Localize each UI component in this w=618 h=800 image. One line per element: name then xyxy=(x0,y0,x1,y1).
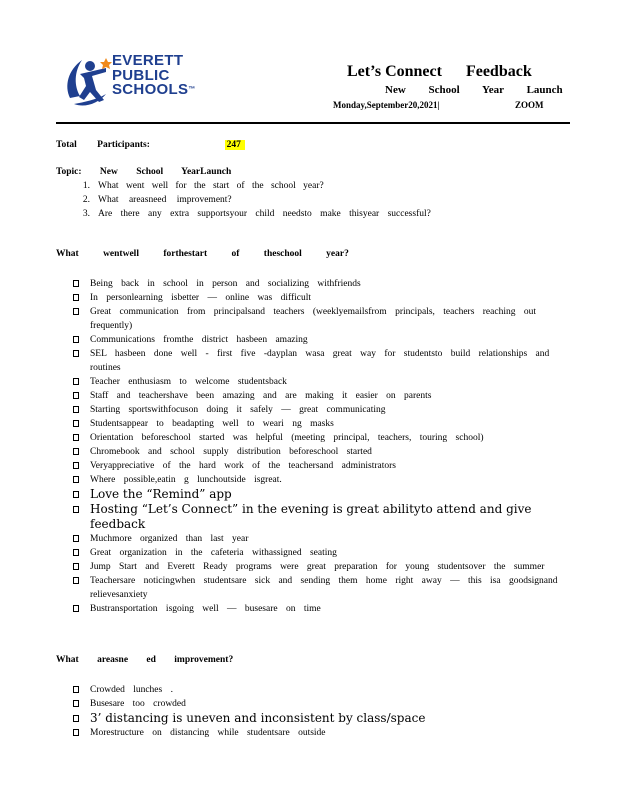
list-item-text: Busesare too crowded xyxy=(90,699,186,709)
list-item-text: Teacher enthusiasm to welcome studentsback xyxy=(90,377,287,387)
bullet-box-icon xyxy=(73,378,79,385)
list-item xyxy=(70,473,560,487)
bullet-box-icon xyxy=(73,308,79,315)
bullet-box-icon xyxy=(73,715,79,722)
list-item-text: Where possible,eatin g lunchoutside isgreat. xyxy=(90,475,282,485)
section-heading-went-well: What wentwell forthestart of theschool year? xyxy=(56,249,349,259)
list-item-text: Studentsappear to beadapting well to weari ng masks xyxy=(90,419,334,429)
bullet-box-icon xyxy=(73,392,79,399)
list-item-text: Hosting “Let’s Connect” in the evening is great abilityto attend and give feedback xyxy=(90,502,532,531)
list-item xyxy=(70,305,560,333)
meeting-location: ZOOM xyxy=(515,100,544,110)
improvement-list xyxy=(70,683,560,740)
list-item xyxy=(70,431,560,445)
list-item-text: Communications fromthe district hasbeen amazing xyxy=(90,335,308,345)
list-item: 3. Are there any extra supportsyour child needsto make thisyear successful? xyxy=(82,209,431,219)
list-item-text: Great organization in the cafeteria withassigned seating xyxy=(90,548,337,558)
meeting-date: Monday,September20,2021| xyxy=(333,100,440,110)
list-item-text: Muchmore organized than last year xyxy=(90,534,249,544)
list-item xyxy=(70,459,560,473)
participants-label: Total Participants: xyxy=(56,140,150,150)
bullet-box-icon xyxy=(73,605,79,612)
bullet-box-icon xyxy=(73,448,79,455)
bullet-box-icon xyxy=(73,476,79,483)
list-item-text: Morestructure on distancing while studentsare outside xyxy=(90,728,326,738)
bullet-box-icon xyxy=(73,434,79,441)
list-item-text: Starting sportswithfocuson doing it safely — great communicating xyxy=(90,405,386,415)
list-item xyxy=(70,291,560,305)
bullet-box-icon xyxy=(73,700,79,707)
list-item: 2. What areasneed improvement? xyxy=(82,195,232,205)
list-item xyxy=(70,445,560,459)
bullet-box-icon xyxy=(73,577,79,584)
bullet-box-icon xyxy=(73,280,79,287)
list-item xyxy=(70,726,560,740)
bullet-box-icon xyxy=(73,406,79,413)
list-item-text: Jump Start and Everett Ready programs were great preparation for young studentsover the summer xyxy=(90,562,545,572)
runner-icon xyxy=(62,50,114,110)
list-item-text: Teachersare noticingwhen studentsare sick and sending them home right away — this isa goodsignand relievesanxiety xyxy=(90,576,558,600)
list-item xyxy=(70,683,560,697)
list-item-text: Bustransportation isgoing well — busesare on time xyxy=(90,604,321,614)
bullet-box-icon xyxy=(73,506,79,513)
topic-heading: Topic: New School YearLaunch xyxy=(56,167,232,177)
list-item-text: Great communication from principalsand teachers (weeklyemailsfrom principals, teachers reaching out frequently) xyxy=(90,307,536,331)
everett-public-schools-logo xyxy=(62,50,222,110)
list-item-text: Veryappreciative of the hard work of the teachersand administrators xyxy=(90,461,396,471)
logo-wordmark: EVERETT PUBLIC SCHOOLS™ xyxy=(112,52,196,98)
went-well-list xyxy=(70,277,560,616)
list-item xyxy=(70,532,560,546)
list-item xyxy=(70,375,560,389)
bullet-box-icon xyxy=(73,729,79,736)
list-item xyxy=(70,403,560,417)
participants-count: 247 xyxy=(225,140,245,150)
bullet-box-icon xyxy=(73,336,79,343)
header-divider xyxy=(56,122,570,124)
list-item-text: SEL hasbeen done well - first five -dayplan wasa great way for studentsto build relationships and routines xyxy=(90,349,550,373)
list-item-text: 3’ distancing is uneven and inconsistent by class/space xyxy=(90,711,426,725)
list-item xyxy=(70,502,560,532)
list-item xyxy=(70,711,560,726)
list-item-text: Orientation beforeschool started was helpful (meeting principal, teachers, touring school) xyxy=(90,433,484,443)
bullet-box-icon xyxy=(73,294,79,301)
list-item: 1. What went well for the start of the school year? xyxy=(82,181,324,191)
list-item-text: In personlearning isbetter — online was difficult xyxy=(90,293,312,303)
list-item xyxy=(70,417,560,431)
bullet-box-icon xyxy=(73,420,79,427)
list-item xyxy=(70,277,560,291)
bullet-box-icon xyxy=(73,350,79,357)
list-item-text: Staff and teachershave been amazing and are making it easier on parents xyxy=(90,391,432,401)
question-list xyxy=(70,179,431,221)
list-item xyxy=(70,697,560,711)
participants-row xyxy=(56,140,245,150)
bullet-box-icon xyxy=(73,462,79,469)
page-title: Let’s Connect Feedback xyxy=(347,63,532,80)
section-heading-improvement: What areasne ed improvement? xyxy=(56,655,234,665)
list-item xyxy=(70,602,560,616)
list-item-text: Being back in school in person and socializing withfriends xyxy=(90,279,361,289)
list-item xyxy=(70,347,560,375)
list-item xyxy=(70,574,560,602)
list-item xyxy=(70,546,560,560)
bullet-box-icon xyxy=(73,549,79,556)
page-subtitle: New School Year Launch xyxy=(385,84,563,96)
list-item xyxy=(70,560,560,574)
bullet-box-icon xyxy=(73,535,79,542)
list-item xyxy=(70,333,560,347)
bullet-box-icon xyxy=(73,686,79,693)
list-item-text: Chromebook and school supply distribution beforeschool started xyxy=(90,447,372,457)
bullet-box-icon xyxy=(73,491,79,498)
list-item-text: Love the “Remind” app xyxy=(90,487,232,501)
list-item-text: Crowded lunches . xyxy=(90,685,173,695)
bullet-box-icon xyxy=(73,563,79,570)
list-item xyxy=(70,487,560,502)
list-item xyxy=(70,389,560,403)
